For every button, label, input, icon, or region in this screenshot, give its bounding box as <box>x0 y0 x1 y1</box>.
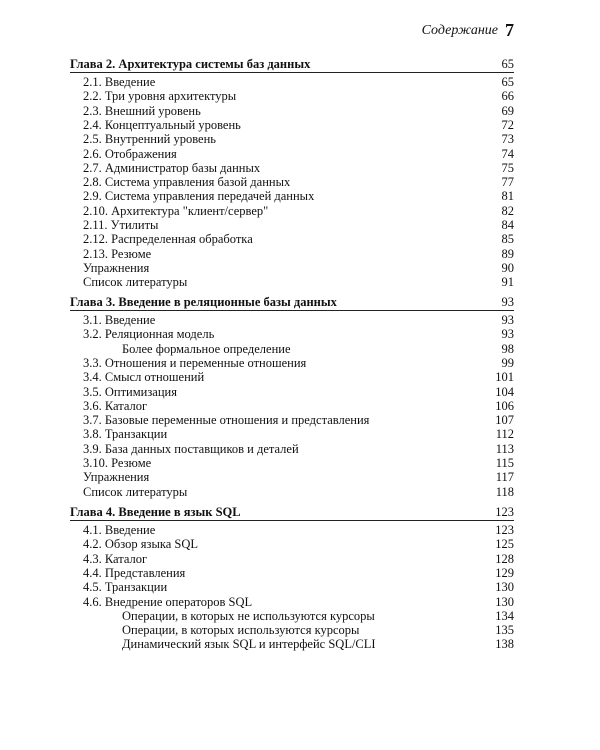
toc-entry <box>0 175 600 189</box>
entry-page-number: 115 <box>495 456 514 470</box>
entry-page-number: 112 <box>495 427 514 442</box>
toc-entry <box>0 485 600 499</box>
entry-page-number: 125 <box>495 537 514 552</box>
toc-entry <box>0 247 600 261</box>
toc-entry <box>0 370 600 384</box>
chapter-rule <box>70 72 514 73</box>
entry-page-number: 134 <box>495 608 514 623</box>
entry-label: 4.6. Внедрение операторов SQL <box>83 594 253 609</box>
toc-entry <box>0 261 600 275</box>
entry-label: Операции, в которых не используются курсоры <box>122 608 375 623</box>
entry-label: Список литературы <box>83 275 188 290</box>
toc-entry <box>0 104 600 118</box>
toc-entry <box>0 523 600 537</box>
entry-page-number: 104 <box>495 384 514 399</box>
entry-page-number: 85 <box>501 232 514 247</box>
toc-entry <box>0 132 600 146</box>
entry-label: Более формальное определение <box>122 341 291 356</box>
entry-page-number: 91 <box>501 275 514 290</box>
entry-label: 3.1. Введение <box>83 313 156 327</box>
entry-page-number: 69 <box>501 103 514 118</box>
entry-page-number: 106 <box>495 398 514 413</box>
entry-page-number: 89 <box>501 246 514 261</box>
entry-label: 3.9. База данных поставщиков и деталей <box>83 441 299 456</box>
entry-label: 4.4. Представления <box>83 565 186 580</box>
entry-page-number: 113 <box>495 441 514 456</box>
entry-label: 2.3. Внешний уровень <box>83 103 201 118</box>
chapter-label: Глава 3. Введение в реляционные базы данных <box>70 295 337 309</box>
toc-entry <box>0 204 600 218</box>
chapter-heading <box>0 295 600 309</box>
entry-page-number: 93 <box>501 313 514 327</box>
toc-entry <box>0 161 600 175</box>
entry-label: 2.11. Утилиты <box>83 218 159 232</box>
entry-label: 2.1. Введение <box>83 75 156 89</box>
entry-label: 3.7. Базовые переменные отношения и представления <box>83 413 370 428</box>
entry-label: 3.4. Смысл отношений <box>83 370 205 385</box>
entry-page-number: 84 <box>501 218 514 232</box>
entry-label: 2.13. Резюме <box>83 246 152 261</box>
entry-page-number: 130 <box>495 594 514 609</box>
toc-entry <box>0 427 600 441</box>
toc-entry <box>0 413 600 427</box>
entry-label: 2.5. Внутренний уровень <box>83 132 216 147</box>
toc-entry <box>0 313 600 327</box>
entry-page-number: 123 <box>495 523 514 537</box>
toc-entry <box>0 552 600 566</box>
chapter-heading <box>0 57 600 71</box>
entry-page-number: 75 <box>501 160 514 175</box>
entry-page-number: 129 <box>495 565 514 580</box>
toc-entry <box>0 399 600 413</box>
toc-entry <box>0 637 600 651</box>
entry-label: Упражнения <box>83 470 150 485</box>
page-number: 7 <box>505 20 514 40</box>
entry-page-number: 93 <box>501 327 514 342</box>
toc-entry <box>0 595 600 609</box>
entry-page-number: 99 <box>501 355 514 370</box>
entry-page-number: 82 <box>501 203 514 218</box>
toc-entry <box>0 189 600 203</box>
chapter-page-number: 123 <box>495 505 514 519</box>
entry-page-number: 66 <box>501 89 514 104</box>
toc-entry <box>0 385 600 399</box>
entry-label: 3.5. Оптимизация <box>83 384 177 399</box>
entry-label: 2.10. Архитектура "клиент/сервер" <box>83 203 269 218</box>
chapter-label: Глава 2. Архитектура системы баз данных <box>70 57 311 71</box>
entry-label: Операции, в которых используются курсоры <box>122 623 360 638</box>
entry-page-number: 138 <box>495 637 514 652</box>
toc-entry <box>0 609 600 623</box>
entry-page-number: 135 <box>495 623 514 638</box>
entry-label: 2.7. Администратор базы данных <box>83 160 261 175</box>
entry-page-number: 101 <box>495 370 514 385</box>
running-header <box>0 20 600 44</box>
toc-entry <box>0 442 600 456</box>
entry-page-number: 107 <box>495 413 514 428</box>
toc-entry <box>0 356 600 370</box>
entry-page-number: 98 <box>501 341 514 356</box>
entry-label: 2.4. Концептуальный уровень <box>83 117 241 132</box>
entry-page-number: 130 <box>495 580 514 595</box>
toc-entry <box>0 218 600 232</box>
entry-label: 2.8. Система управления базой данных <box>83 175 291 190</box>
toc-entry <box>0 118 600 132</box>
chapter-page-number: 65 <box>501 57 514 71</box>
toc-entry <box>0 342 600 356</box>
chapter-rule <box>70 520 514 521</box>
chapter-heading <box>0 505 600 519</box>
entry-label: 3.10. Резюме <box>83 456 152 470</box>
toc-entry <box>0 147 600 161</box>
entry-label: Список литературы <box>83 484 188 499</box>
entry-page-number: 90 <box>501 260 514 275</box>
entry-label: 4.2. Обзор языка SQL <box>83 537 199 552</box>
entry-page-number: 73 <box>501 132 514 147</box>
entry-label: Динамический язык SQL и интерфейс SQL/CLI <box>122 637 376 652</box>
entry-label: 3.3. Отношения и переменные отношения <box>83 355 307 370</box>
toc-entry <box>0 75 600 89</box>
entry-label: 3.2. Реляционная модель <box>83 327 215 342</box>
chapter-page-number: 93 <box>501 295 514 309</box>
entry-label: 3.8. Транзакции <box>83 427 168 442</box>
entry-page-number: 128 <box>495 551 514 566</box>
entry-page-number: 65 <box>501 75 514 89</box>
toc-entry <box>0 537 600 551</box>
entry-label: 4.3. Каталог <box>83 551 148 566</box>
toc-entry <box>0 566 600 580</box>
entry-page-number: 118 <box>495 484 514 499</box>
toc-entry <box>0 89 600 103</box>
entry-page-number: 77 <box>501 175 514 190</box>
chapter-rule <box>70 310 514 311</box>
toc-entry <box>0 470 600 484</box>
entry-label: 2.6. Отображения <box>83 146 177 161</box>
toc-entry <box>0 580 600 594</box>
entry-label: 2.2. Три уровня архитектуры <box>83 89 237 104</box>
toc-entry <box>0 623 600 637</box>
entry-page-number: 117 <box>495 470 514 485</box>
running-header-title: Содержание <box>421 23 498 38</box>
entry-page-number: 72 <box>501 117 514 132</box>
entry-page-number: 74 <box>501 146 514 161</box>
entry-page-number: 81 <box>501 189 514 204</box>
entry-label: 2.9. Система управления передачей данных <box>83 189 315 204</box>
toc-entry <box>0 327 600 341</box>
entry-label: 2.12. Распределенная обработка <box>83 232 253 247</box>
toc-entry <box>0 232 600 246</box>
entry-label: 4.5. Транзакции <box>83 580 168 595</box>
toc-entry <box>0 456 600 470</box>
toc-entry <box>0 275 600 289</box>
entry-label: 3.6. Каталог <box>83 398 148 413</box>
entry-label: 4.1. Введение <box>83 523 156 537</box>
chapter-label: Глава 4. Введение в язык SQL <box>70 505 241 519</box>
entry-label: Упражнения <box>83 260 150 275</box>
